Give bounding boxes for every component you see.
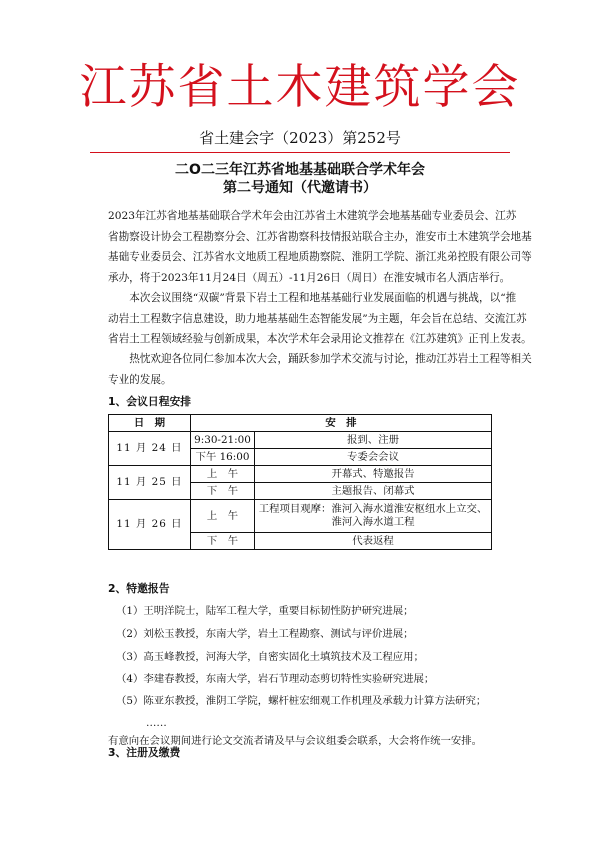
paragraph-line: 基础专业委员会、江苏省水文地质工程地质勘察院、淮阴工学院、浙江兆弟控股有限公司等 xyxy=(108,251,532,263)
table-row xyxy=(109,500,492,533)
org-title: 江苏省土木建筑学会 xyxy=(79,60,521,115)
table-cell-agenda xyxy=(255,500,492,533)
table-header-row xyxy=(109,415,492,432)
table-cell-time: 9:30-21:00 xyxy=(191,432,255,449)
notice-title: 二O二三年江苏省地基基础联合学术年会 xyxy=(175,162,425,178)
list-item: （5）陈亚东教授，淮阴工学院，螺杆桩宏细观工作机理及承载力计算方法研究； xyxy=(116,695,487,707)
list-item: （1）王明洋院士，陆军工程大学，重要目标韧性防护研究进展； xyxy=(116,605,414,617)
table-cell-time: 上 午 xyxy=(191,466,255,483)
agenda-line: 淮河入海水道工程 xyxy=(331,516,415,528)
section-heading-schedule: 1、会议日程安排 xyxy=(108,395,192,408)
paragraph-line: 省岩土工程领域经验与创新成果，本次学术年会录用论文推荐在《江苏建筑》正刊上发表。 xyxy=(108,333,532,345)
table-cell-day: 11 月 25 日 xyxy=(109,466,191,500)
table-row xyxy=(109,432,492,449)
agenda-line: 工程项目观摩：淮河入海水道淮安枢纽水上立交、 xyxy=(258,503,488,515)
table-cell-agenda: 开幕式、特邀报告 xyxy=(255,466,492,483)
paragraph-line: 本次会议围绕“双碳”背景下岩土工程和地基基础行业发展面临的机遇与挑战，以“推 xyxy=(129,292,517,304)
red-divider xyxy=(90,152,510,153)
paragraph-line: 热忱欢迎各位同仁参加本次大会，踊跃参加学术交流与讨论，推动江苏岩土工程等相关 xyxy=(129,353,532,365)
schedule-table xyxy=(108,414,492,550)
closing-note: 有意向在会议期间进行论文交流者请及早与会议组委会联系，大会将作统一安排。 xyxy=(108,735,483,747)
table-cell-time: 上 午 xyxy=(191,500,255,533)
intro-paragraph-3 xyxy=(108,349,532,390)
section-heading-keynotes: 2、特邀报告 xyxy=(108,582,170,595)
paragraph-line: 动岩土工程数字信息建设，助力地基基础生态智能发展”为主题，年会旨在总结、交流江苏 xyxy=(108,312,527,325)
table-cell-day: 11 月 24 日 xyxy=(109,432,191,466)
table-cell-day: 11 月 26 日 xyxy=(109,500,191,550)
document-number: 省土建会字（2023）第252号 xyxy=(199,129,401,147)
list-item: （2）刘松玉教授，东南大学，岩土工程勘察、测试与评价进展； xyxy=(116,628,414,640)
table-cell-agenda: 报到、注册 xyxy=(255,432,492,449)
table-cell-time: 下 午 xyxy=(191,533,255,550)
table-cell-time: 下午 16:00 xyxy=(191,449,255,466)
table-header-agenda: 安 排 xyxy=(191,415,492,432)
paragraph-line: 专业的发展。 xyxy=(108,373,172,386)
intro-paragraph-1 xyxy=(108,206,532,288)
table-cell-agenda: 代表返程 xyxy=(255,533,492,550)
section-heading-registration: 3、注册及缴费 xyxy=(108,746,181,759)
list-item: （3）高玉峰教授，河海大学，自密实固化土填筑技术及工程应用； xyxy=(116,651,424,663)
paragraph-line: 省勘察设计协会工程勘察分会、江苏省勘察科技情报站联合主办，淮安市土木建筑学会地基 xyxy=(108,230,532,243)
notice-subtitle: 第二号通知（代邀请书） xyxy=(223,180,377,196)
paragraph-line: 承办，将于2023年11月24日（周五）-11月26日（周日）在淮安城市名人酒店举行。 xyxy=(108,271,511,284)
table-cell-agenda: 主题报告、闭幕式 xyxy=(255,483,492,500)
list-item: （4）李建春教授，东南大学，岩石节理动态剪切特性实验研究进展； xyxy=(116,673,435,685)
table-header-date: 日 期 xyxy=(109,415,191,432)
table-cell-agenda: 专委会会议 xyxy=(255,449,492,466)
table-cell-time: 下 午 xyxy=(191,483,255,500)
table-row xyxy=(109,466,492,483)
paragraph-line: 2023年江苏省地基基础联合学术年会由江苏省土木建筑学会地基基础专业委员会、江苏 xyxy=(108,210,517,222)
intro-paragraph-2 xyxy=(108,288,532,350)
list-ellipsis: …… xyxy=(146,717,167,729)
